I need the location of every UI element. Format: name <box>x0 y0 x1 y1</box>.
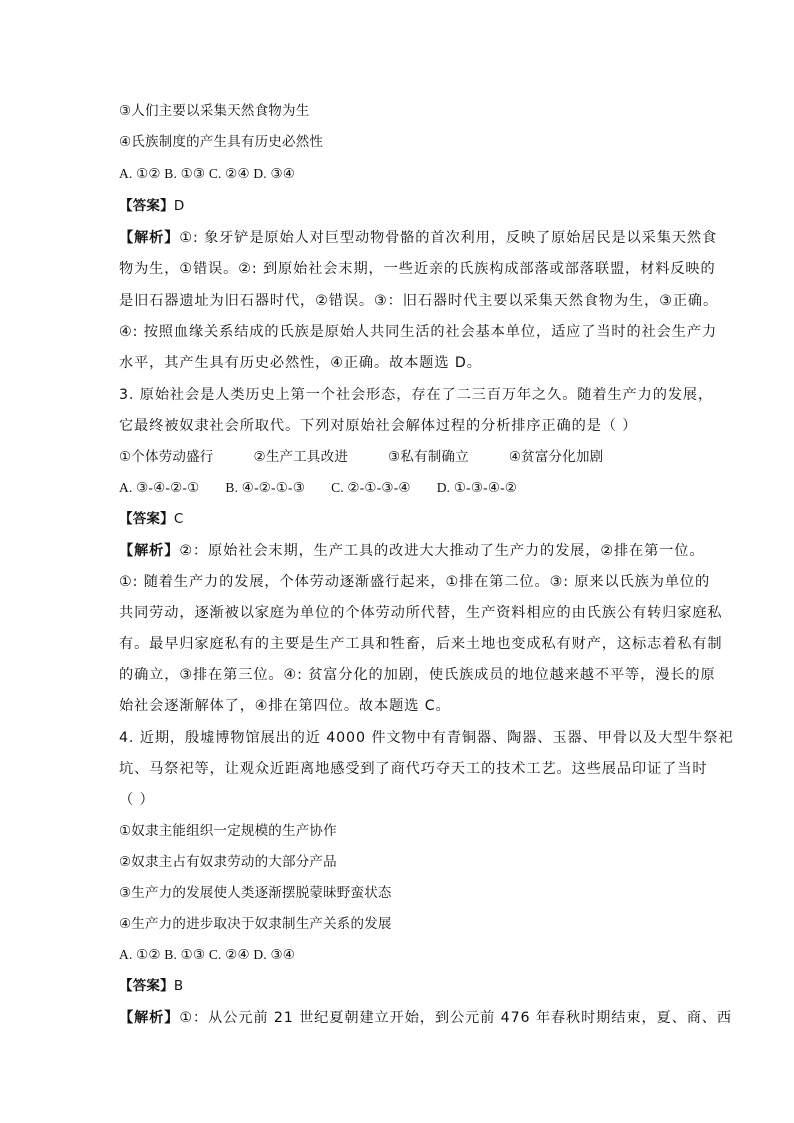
q3-options <box>119 478 679 498</box>
answer-tag: 【答案】 <box>119 511 174 527</box>
q4-options: A. ①② B. ①③ C. ②④ D. ③④ <box>119 947 296 962</box>
q2-analysis-line-3: 是旧石器遗址为旧石器时代，②错误。③：旧石器时代主要以采集天然食物为生，③正确。 <box>119 293 719 309</box>
answer-value: C <box>173 511 184 527</box>
analysis-tag: 【解析】 <box>119 1010 180 1026</box>
q3-item-2: ②生产工具改进 <box>253 449 349 465</box>
q2-item-3: ③人们主要以采集天然食物为生 <box>119 103 310 119</box>
q2-analysis-line-1 <box>119 228 718 248</box>
q3-stem-line-2: 它最终被奴隶社会所取代。下列对原始社会解体过程的分析排序正确的是（ ） <box>119 418 638 434</box>
answer-tag: 【答案】 <box>119 978 174 994</box>
answer-value: B <box>173 978 184 994</box>
answer-tag: 【答案】 <box>119 198 174 214</box>
q4-stem-line-3: （ ） <box>119 792 155 808</box>
q3-option-b: B. ④-②-①-③ <box>225 480 306 495</box>
q3-option-a: A. ③-④-②-① <box>119 480 200 495</box>
q2-analysis-line-5: 水平，其产生具有历史必然性，④正确。故本题选 D。 <box>119 355 482 371</box>
q3-analysis-line-1 <box>119 541 705 561</box>
q3-analysis-line-5: 的确立，③排在第三位。④: 贫富分化的加剧，使氏族成员的地位越来越不平等，漫长的原 <box>119 667 716 683</box>
q3-option-c: C. ②-①-③-④ <box>331 480 411 495</box>
q2-answer <box>119 196 679 216</box>
analysis-text: ①: 象牙铲是原始人对巨型动物骨骼的首次利用，反映了原始居民是以采集天然食 <box>179 230 718 246</box>
q3-item-4: ④贫富分化加剧 <box>508 449 604 465</box>
analysis-text: ①：从公元前 21 世纪夏朝建立开始，到公元前 476 年春秋时期结束，夏、商、西 <box>179 1010 732 1026</box>
analysis-text: ②：原始社会末期，生产工具的改进大大推动了生产力的发展，②排在第一位。 <box>179 543 705 559</box>
q3-answer <box>119 509 679 529</box>
answer-value: D <box>173 198 185 214</box>
analysis-tag: 【解析】 <box>119 543 180 559</box>
q3-option-d: D. ①-③-④-② <box>436 480 518 495</box>
q3-analysis-line-4: 有。最早归家庭私有的主要是生产工具和牲畜，后来土地也变成私有财产，这标志着私有制 <box>119 636 723 652</box>
q4-item-2: ②奴隶主占有奴隶劳动的大部分产品 <box>119 854 337 870</box>
q2-analysis-line-2: 物为生，①错误。②: 到原始社会末期，一些近亲的氏族构成部落或部落联盟，材料反映的 <box>119 261 716 277</box>
q3-stem-line-1: 3. 原始社会是人类历史上第一个社会形态，存在了二三百万年之久。随着生产力的发展， <box>119 387 714 403</box>
q3-analysis-line-3: 共同劳动，逐渐被以家庭为单位的个体劳动所代替，生产资料相应的由氏族公有转归家庭私 <box>119 605 723 621</box>
q4-item-4: ④生产力的进步取决于奴隶制生产关系的发展 <box>119 916 392 932</box>
q2-options: A. ①② B. ①③ C. ②④ D. ③④ <box>119 166 296 181</box>
q4-item-1: ①奴隶主能组织一定规模的生产协作 <box>119 823 337 839</box>
q2-item-4: ④氏族制度的产生具有历史必然性 <box>119 134 324 150</box>
q3-analysis-line-2: ①: 随着生产力的发展，个体劳动逐渐盛行起来，①排在第二位。③: 原来以氏族为单位的 <box>119 574 711 590</box>
q4-analysis-line-1 <box>119 1008 732 1028</box>
q3-items <box>119 447 679 467</box>
q4-answer <box>119 976 679 996</box>
q4-stem-line-1: 4. 近期，殷墟博物馆展出的近 4000 件文物中有青铜器、陶器、玉器、甲骨以及大型牛祭祀 <box>119 730 734 746</box>
q3-analysis-line-6: 始社会逐渐解体了，④排在第四位。故本题选 C。 <box>119 698 451 714</box>
q4-item-3: ③生产力的发展使人类逐渐摆脱蒙昧野蛮状态 <box>119 885 392 901</box>
analysis-tag: 【解析】 <box>119 230 180 246</box>
q3-item-3: ③私有制确立 <box>388 449 469 465</box>
q3-item-1: ①个体劳动盛行 <box>119 449 214 465</box>
q4-stem-line-2: 坑、马祭祀等，让观众近距离地感受到了商代巧夺天工的技术工艺。这些展品印证了当时 <box>119 761 708 777</box>
q2-analysis-line-4: ④: 按照血缘关系结成的氏族是原始人共同生活的社会基本单位，适应了当时的社会生产力 <box>119 324 718 340</box>
